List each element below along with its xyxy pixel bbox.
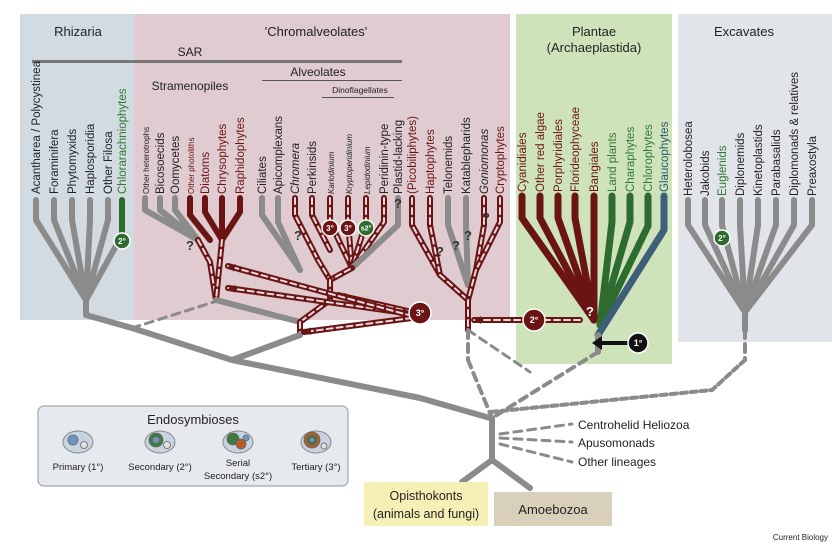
kryptoperidinium-marker-label: 3° (344, 223, 352, 233)
taxon-label: Diplomonads & relatives (789, 71, 801, 196)
taxon-label: Florideophyceae (570, 106, 582, 192)
taxon-label: Perkinsids (307, 140, 319, 194)
taxon-label: (Picobiliphytes) (407, 116, 419, 194)
taxon-label: Jakobids (700, 150, 712, 196)
unikont-line-1 (500, 424, 572, 434)
secondary-marker-label: 2° (529, 315, 539, 326)
taxon-label: Haplosporidia (85, 123, 97, 194)
taxon-label: Diplonemids (735, 132, 747, 196)
karlodinium-marker-label: 3° (326, 223, 334, 233)
tertiary-endosymbiosis-icon-organelle (321, 443, 327, 449)
taxon-label: Charaphytes (625, 126, 637, 192)
lepidodinium-marker-label: s2° (360, 225, 372, 233)
unknown-crypto: ? (482, 210, 490, 225)
unknown-chromist-2: ? (452, 238, 460, 253)
rhizaria-title: Rhizaria (54, 24, 102, 39)
unikont-line-2 (500, 438, 572, 442)
taxon-label: Chrysophytes (217, 123, 229, 194)
rhizaria-chromalveolate-link (132, 328, 232, 360)
opisthokonts-sublabel: (animals and fungi) (372, 507, 480, 521)
alveolates-bar (262, 80, 402, 81)
legend-title: Endosymbioses (147, 412, 239, 427)
taxon-label: Ciliates (257, 156, 269, 194)
unknown-plantae: ? (586, 304, 594, 319)
legend-serial-label-2: Secondary (s2°) (203, 471, 273, 482)
dinoflagellates-label: Dinoflagellates (332, 85, 388, 95)
taxon-label: Cryptophytes (495, 126, 507, 194)
unknown-chromist-1: ? (436, 244, 444, 259)
taxon-label: Parabasalids (771, 129, 783, 196)
tertiary-endosymbiosis-icon-organelle (310, 438, 315, 443)
plantae-title: Plantae (571, 24, 617, 39)
tertiary-arrow-4-dash (304, 318, 412, 332)
taxon-label: Glaucophytes (659, 121, 671, 192)
taxon-label: Other red algae (535, 112, 547, 192)
alveolates-label: Alveolates (290, 65, 346, 79)
root-opisthokont (462, 460, 492, 482)
chromalveolates-title: 'Chromalveolates' (264, 24, 368, 39)
taxon-label: Peridinin-type (379, 123, 391, 194)
taxon-label: Acantharea / Polycystinea (31, 61, 43, 194)
primary-marker-label: 1° (633, 338, 643, 349)
taxon-label: Goniomonas (479, 128, 491, 194)
unknown-telonemid: ? (464, 228, 472, 243)
euglenid-marker-label: 2° (718, 233, 726, 243)
taxon-label: Phytomyxids (67, 128, 79, 194)
legend-tertiary-label: Tertiary (3°) (291, 462, 341, 473)
taxon-label: Haptophytes (425, 129, 437, 194)
unikont-centrohelid: Centrohelid Heliozoa (578, 418, 690, 432)
unknown-dino: ? (394, 196, 402, 211)
stramenopiles-label: Stramenopiles (151, 79, 229, 93)
taxon-label: Plastid-lacking (393, 119, 405, 194)
taxon-label: Foraminifera (49, 129, 61, 194)
root-amoebozoa (492, 460, 530, 488)
unknown-alveolate: ? (294, 228, 302, 243)
unikont-line-3 (500, 444, 572, 462)
taxon-label: Other Filosa (103, 131, 115, 194)
taxon-label: Other photoliths (187, 137, 196, 194)
taxon-label: Oomycetes (170, 135, 182, 194)
unknown-stramenopile: ? (186, 238, 194, 253)
taxon-label: Preaxostyla (807, 135, 819, 196)
excavates-title: Excavates (714, 24, 774, 39)
chromalveolate-root (232, 335, 300, 360)
taxon-label: Chromera (290, 142, 302, 194)
serial-secondary-endosymbiosis-icon-organelle (243, 435, 249, 441)
legend-secondary-label: Secondary (2°) (128, 462, 192, 473)
taxon-label: Other heterotrophs (142, 126, 151, 194)
unikont-other: Other lineages (578, 455, 657, 469)
sar-label: SAR (177, 45, 203, 59)
primary-endosymbiosis-icon-organelle (68, 435, 78, 445)
dinoflagellates-bar (322, 97, 394, 98)
taxon-label: Kinetoplastids (753, 124, 765, 196)
taxon-label: Lepidodinium (363, 146, 372, 194)
taxon-label: Telonemids (443, 135, 455, 194)
taxon-label: Diatoms (200, 151, 212, 194)
taxon-label: Raphidophytes (235, 117, 247, 194)
secondary-endosymbiosis-icon-organelle (153, 437, 160, 444)
taxon-label: Euglenids (717, 145, 729, 196)
taxon-label: Apicomplexans (273, 116, 285, 194)
legend-serial-label: Serial (225, 458, 251, 469)
excavate-root (490, 360, 745, 412)
opisthokonts-label: Opisthokonts (389, 489, 463, 503)
taxon-label: Porphyridiales (553, 119, 565, 192)
chlorarachniophyte-marker-label: 2° (118, 236, 126, 246)
sar-bar (32, 60, 402, 63)
taxon-label: Kryptoperidinium (345, 133, 354, 194)
legend-primary-label: Primary (1°) (52, 462, 104, 473)
unikont-apusomonads: Apusomonads (578, 436, 655, 450)
tertiary-marker-label: 3° (415, 308, 425, 319)
taxon-label: Chlorophytes (643, 124, 655, 192)
amoebozoa-label: Amoebozoa (518, 502, 588, 517)
plantae-subtitle: (Archaeplastida) (546, 40, 642, 55)
chromist-deep2 (468, 360, 492, 418)
taxon-label: Karlodinium (327, 151, 336, 194)
secondary-endosymbiosis-icon-organelle (164, 442, 171, 449)
taxon-label: Cyanidiales (517, 132, 529, 192)
primary-endosymbiosis-icon-organelle (81, 442, 88, 449)
credit: Current Biology (772, 533, 828, 542)
taxon-label: Chlorarachniophytes (117, 88, 129, 194)
taxon-label: Heterolobosea (683, 121, 695, 196)
taxon-label: Bangiales (589, 141, 601, 192)
legend (38, 406, 348, 486)
taxon-label: Bicosoecids (155, 132, 167, 194)
taxon-label: Katablepharids (461, 117, 473, 194)
taxon-label: Land plants (607, 132, 619, 192)
